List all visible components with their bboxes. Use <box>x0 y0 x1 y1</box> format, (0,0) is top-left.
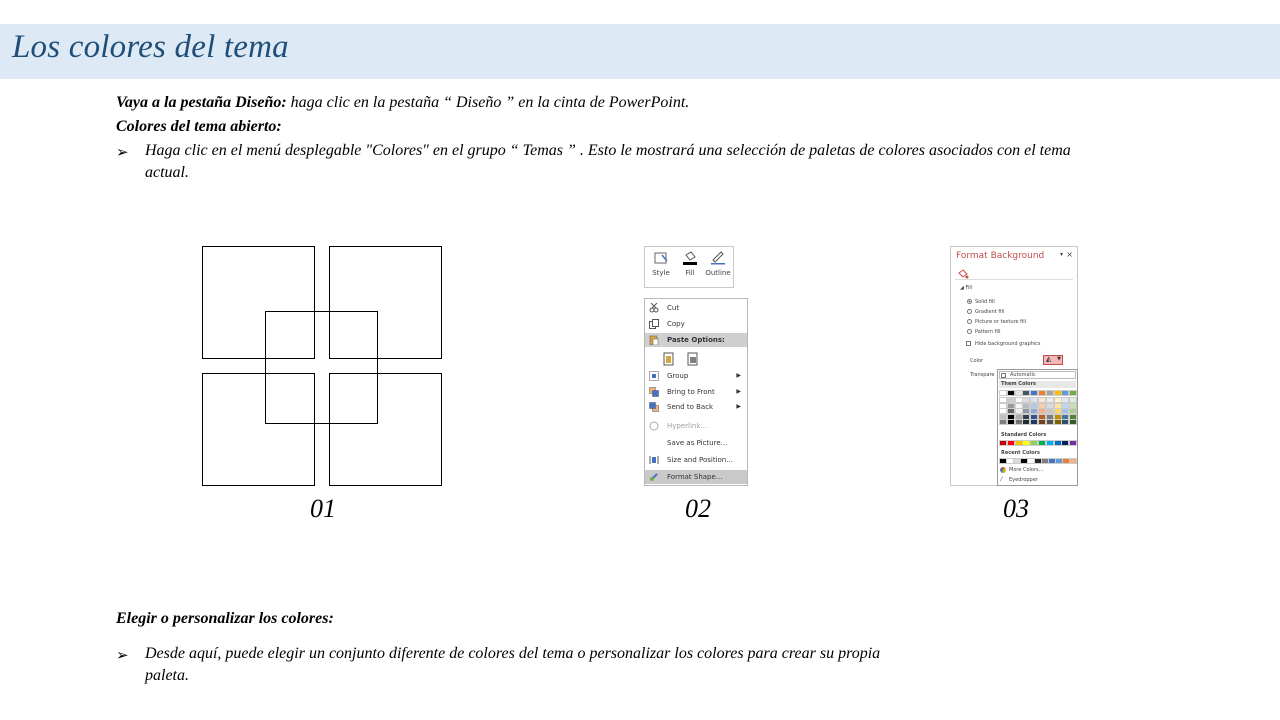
standard-color-swatch[interactable] <box>1062 441 1068 445</box>
menu-item-hyperlink[interactable] <box>645 419 747 433</box>
outline-label: Outline <box>705 269 731 277</box>
theme-colors-label: Them Colors <box>1001 381 1037 387</box>
intro-line-1-rest: haga clic en la pestaña “ Diseño ” en la cinta de PowerPoint. <box>286 94 690 111</box>
gradient-fill-label: Gradient fill <box>975 309 1005 315</box>
solid-fill-radio[interactable] <box>967 299 972 304</box>
style-label: Style <box>652 269 670 277</box>
eyedropper-icon: ⁄ <box>1001 476 1003 483</box>
scissors-icon <box>649 303 659 313</box>
hyperlink-icon <box>649 421 659 431</box>
fill-section-toggle[interactable]: ◢ Fill <box>960 285 973 291</box>
theme-color-shade-swatch[interactable] <box>1055 420 1061 424</box>
chevron-down-icon: ▼ <box>1057 356 1061 362</box>
theme-color-shade-swatch[interactable] <box>1031 409 1037 413</box>
format-background-pane <box>950 246 1078 486</box>
theme-color-shade-swatch[interactable] <box>1047 420 1053 424</box>
theme-color-shade-swatch[interactable] <box>1016 404 1022 408</box>
standard-colors-label: Standard Colors <box>1001 432 1047 438</box>
standard-color-swatch[interactable] <box>1023 441 1029 445</box>
section-2-heading: Elegir o personalizar los colores: <box>116 610 334 627</box>
theme-color-shade-swatch[interactable] <box>1008 409 1014 413</box>
theme-color-shade-swatch[interactable] <box>1008 404 1014 408</box>
intro-bullet-line-2: actual. <box>145 164 189 181</box>
theme-color-shade-swatch[interactable] <box>1031 415 1037 419</box>
figure-label-03: 03 <box>1003 494 1029 523</box>
recent-color-swatch[interactable] <box>1035 459 1041 463</box>
picture-fill-label: Picture or texture fill <box>975 319 1027 325</box>
fill-bucket-icon[interactable] <box>957 264 969 283</box>
theme-color-shade-swatch[interactable] <box>1070 415 1076 419</box>
theme-color-shade-swatch[interactable] <box>1023 420 1029 424</box>
picture-fill-radio[interactable] <box>967 319 972 324</box>
intro-bullet-line-1: Haga clic en el menú desplegable "Colores" en el grupo “ Temas ” . Esto le mostrará una selección de paletas de colores asociados con el tema <box>145 142 1071 159</box>
shape-style-icon <box>653 251 669 265</box>
standard-color-swatch[interactable] <box>1031 441 1037 445</box>
theme-color-shade-swatch[interactable] <box>1062 398 1068 402</box>
theme-color-shade-swatch[interactable] <box>1008 415 1014 419</box>
fill-label: Fill <box>685 269 695 277</box>
more-colors-option[interactable] <box>999 466 1076 475</box>
context-menu <box>644 298 748 486</box>
submenu-arrow-icon: ▶ <box>736 403 741 410</box>
format-background-title: Format Background <box>956 251 1045 261</box>
hide-background-label: Hide background graphics <box>975 341 1041 347</box>
theme-color-shade-swatch[interactable] <box>1016 398 1022 402</box>
square-center <box>265 311 378 424</box>
section-2-bullet-line-1: Desde aquí, puede elegir un conjunto diferente de colores del tema o personalizar los colores para crear su propia <box>145 645 881 662</box>
submenu-arrow-icon: ▶ <box>736 372 741 379</box>
color-dropdown <box>997 369 1078 486</box>
theme-color-shade-swatch[interactable] <box>1055 404 1061 408</box>
format-shape-icon <box>649 472 659 482</box>
hide-background-checkbox[interactable] <box>966 341 971 346</box>
menu-item-size-and-position-label: Size and Position... <box>667 456 733 464</box>
paste-icon <box>649 335 659 345</box>
menu-item-cut-label: Cut <box>667 304 680 312</box>
theme-color-shade-swatch[interactable] <box>1031 398 1037 402</box>
theme-color-swatch[interactable] <box>1008 391 1014 395</box>
intro-line-1-bold: Vaya a la pestaña Diseño: <box>116 94 287 111</box>
theme-color-shade-swatch[interactable] <box>1000 415 1006 419</box>
fill-section-label: Fill <box>965 285 973 291</box>
theme-color-shade-swatch[interactable] <box>1062 415 1068 419</box>
automatic-option[interactable] <box>999 371 1076 379</box>
paste-options-row <box>645 350 747 368</box>
recent-color-swatch[interactable] <box>1042 459 1048 463</box>
automatic-swatch <box>1001 373 1006 378</box>
page-title: Los colores del tema <box>12 29 289 65</box>
theme-color-swatch[interactable] <box>1031 391 1037 395</box>
theme-color-shade-swatch[interactable] <box>1070 409 1076 413</box>
intro-line-2: Colores del tema abierto: <box>116 118 282 135</box>
figure-label-01: 01 <box>310 494 336 523</box>
recent-color-swatch[interactable] <box>1063 459 1069 463</box>
theme-color-shade-swatch[interactable] <box>1016 420 1022 424</box>
solid-fill-label: Solid fill <box>975 299 995 305</box>
theme-color-shade-swatch[interactable] <box>1070 398 1076 402</box>
theme-color-shade-swatch[interactable] <box>1062 404 1068 408</box>
theme-color-shade-swatch[interactable] <box>1031 404 1037 408</box>
submenu-arrow-icon: ▶ <box>736 388 741 395</box>
bullet-arrow-icon: ➢ <box>116 646 129 664</box>
color-picker-button[interactable] <box>1043 355 1063 365</box>
standard-color-swatch[interactable] <box>1016 441 1022 445</box>
eyedropper-option[interactable] <box>999 476 1076 485</box>
menu-item-cut[interactable] <box>645 301 747 315</box>
pencil-outline-icon <box>710 251 726 265</box>
theme-color-shade-swatch[interactable] <box>1016 415 1022 419</box>
color-wheel-icon <box>1000 467 1006 473</box>
theme-color-swatch[interactable] <box>1047 391 1053 395</box>
paint-bucket-icon <box>682 251 698 265</box>
standard-color-swatch[interactable] <box>1000 441 1006 445</box>
bring-to-front-icon <box>649 387 659 397</box>
theme-color-swatch[interactable] <box>1062 391 1068 395</box>
recent-color-swatch[interactable] <box>1049 459 1055 463</box>
theme-color-shade-swatch[interactable] <box>1062 420 1068 424</box>
recent-colors-label: Recent Colors <box>1001 450 1040 456</box>
pattern-fill-label: Pattern fill <box>975 329 1001 335</box>
menu-item-save-as-picture[interactable] <box>645 436 747 450</box>
theme-color-shade-swatch[interactable] <box>1000 398 1006 402</box>
theme-color-shade-swatch[interactable] <box>1008 420 1014 424</box>
fill-button[interactable] <box>676 251 704 277</box>
theme-color-shade-swatch[interactable] <box>1047 404 1053 408</box>
standard-color-swatch[interactable] <box>1039 441 1045 445</box>
automatic-label: Automatic <box>1010 372 1036 378</box>
theme-color-shade-swatch[interactable] <box>1039 404 1045 408</box>
standard-color-swatch[interactable] <box>1008 441 1014 445</box>
eyedropper-label: Eyedropper <box>1009 477 1038 483</box>
theme-color-swatch[interactable] <box>1023 391 1029 395</box>
theme-color-swatch[interactable] <box>1000 391 1006 395</box>
theme-color-swatch[interactable] <box>1070 391 1076 395</box>
theme-colors-header <box>999 381 1076 388</box>
recent-color-swatch[interactable] <box>1000 459 1006 463</box>
pane-options-icon[interactable]: ▾ <box>1059 251 1063 258</box>
standard-color-swatch[interactable] <box>1047 441 1053 445</box>
color-label: Color <box>970 358 984 364</box>
paint-bucket-icon: ◭ <box>1046 355 1052 363</box>
menu-item-size-and-position[interactable] <box>645 453 747 467</box>
theme-color-swatch[interactable] <box>1055 391 1061 395</box>
recent-color-swatch[interactable] <box>1007 459 1013 463</box>
menu-item-save-as-picture-label: Save as Picture... <box>667 439 728 447</box>
recent-color-swatch[interactable] <box>1070 459 1076 463</box>
menu-header-paste-label: Paste Options: <box>667 336 725 344</box>
menu-header-paste-options <box>645 333 747 347</box>
theme-color-shade-swatch[interactable] <box>1062 409 1068 413</box>
outline-button[interactable] <box>704 251 732 277</box>
menu-item-send-to-back[interactable] <box>645 400 747 414</box>
divider <box>955 279 1073 280</box>
copy-icon <box>649 319 659 329</box>
more-colors-label: More Colors... <box>1009 467 1044 473</box>
close-icon[interactable]: × <box>1066 250 1073 259</box>
recent-color-swatch[interactable] <box>1014 459 1020 463</box>
theme-color-shade-swatch[interactable] <box>1008 398 1014 402</box>
shape-format-ribbon <box>644 246 734 288</box>
transparency-label: Transpare <box>970 372 995 378</box>
theme-color-shade-swatch[interactable] <box>1047 398 1053 402</box>
theme-color-shade-swatch[interactable] <box>1000 404 1006 408</box>
menu-item-group[interactable] <box>645 369 747 383</box>
menu-item-group-label: Group <box>667 372 689 380</box>
recent-color-swatch[interactable] <box>1056 459 1062 463</box>
send-to-back-icon <box>649 402 659 412</box>
intro-line-1 <box>116 92 689 114</box>
theme-color-shade-swatch[interactable] <box>1070 404 1076 408</box>
figure-label-02: 02 <box>685 494 711 523</box>
pattern-fill-radio[interactable] <box>967 329 972 334</box>
theme-color-shade-swatch[interactable] <box>1023 409 1029 413</box>
theme-color-shade-swatch[interactable] <box>1047 415 1053 419</box>
theme-color-shade-swatch[interactable] <box>1023 398 1029 402</box>
recent-color-swatch[interactable] <box>1028 459 1034 463</box>
theme-color-shade-swatch[interactable] <box>1055 415 1061 419</box>
menu-item-bring-to-front-label: Bring to Front <box>667 388 715 396</box>
theme-color-shade-swatch[interactable] <box>1031 420 1037 424</box>
theme-color-shade-swatch[interactable] <box>1023 404 1029 408</box>
theme-color-shade-swatch[interactable] <box>1039 409 1045 413</box>
theme-color-shade-swatch[interactable] <box>1000 409 1006 413</box>
bullet-arrow-icon: ➢ <box>116 143 129 161</box>
style-button[interactable] <box>647 251 675 277</box>
theme-color-shade-swatch[interactable] <box>1039 398 1045 402</box>
menu-item-copy[interactable] <box>645 317 747 331</box>
theme-color-shade-swatch[interactable] <box>1055 409 1061 413</box>
size-position-icon <box>649 455 659 465</box>
standard-color-swatch[interactable] <box>1055 441 1061 445</box>
theme-color-shade-swatch[interactable] <box>1016 409 1022 413</box>
menu-item-bring-to-front[interactable] <box>645 385 747 399</box>
recent-color-swatch[interactable] <box>1021 459 1027 463</box>
menu-item-format-shape-label: Format Shape... <box>667 473 723 481</box>
theme-color-shade-swatch[interactable] <box>1023 415 1029 419</box>
theme-color-shade-swatch[interactable] <box>1047 409 1053 413</box>
menu-item-hyperlink-label: Hyperlink... <box>667 422 708 430</box>
gradient-fill-radio[interactable] <box>967 309 972 314</box>
theme-color-shade-swatch[interactable] <box>1070 420 1076 424</box>
group-icon <box>649 371 659 381</box>
menu-item-format-shape[interactable] <box>645 470 747 484</box>
theme-color-shade-swatch[interactable] <box>1039 420 1045 424</box>
theme-color-swatch[interactable] <box>1016 391 1022 395</box>
theme-color-shade-swatch[interactable] <box>1039 415 1045 419</box>
theme-color-swatch[interactable] <box>1039 391 1045 395</box>
theme-color-shade-swatch[interactable] <box>1000 420 1006 424</box>
standard-color-swatch[interactable] <box>1070 441 1076 445</box>
menu-item-copy-label: Copy <box>667 320 685 328</box>
section-2-bullet-line-2: paleta. <box>145 667 189 684</box>
theme-color-shade-swatch[interactable] <box>1055 398 1061 402</box>
menu-item-send-to-back-label: Send to Back <box>667 403 714 411</box>
